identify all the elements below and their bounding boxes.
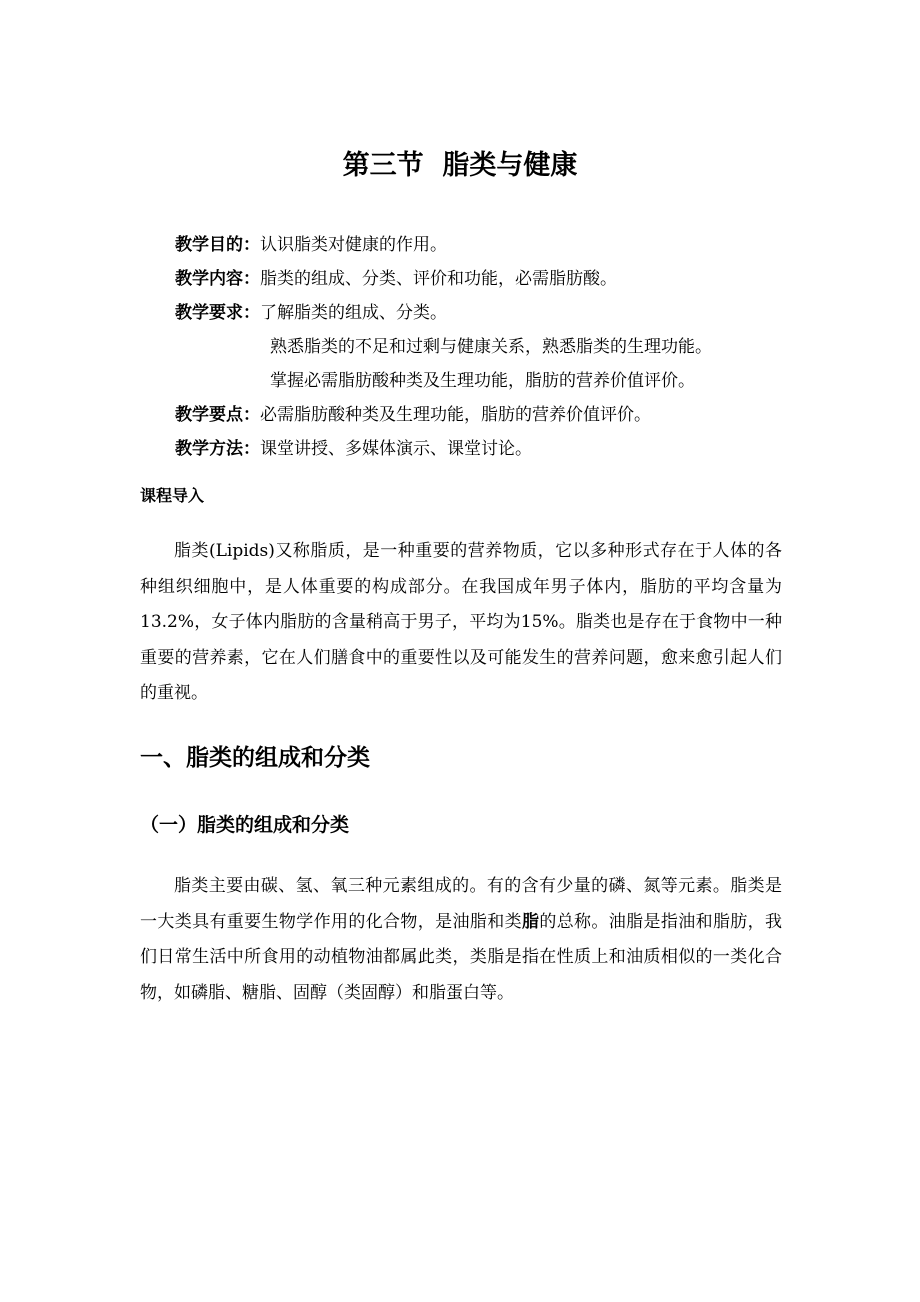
info-text-content: 脂类的组成、分类、评价和功能，必需脂肪酸。 [260, 269, 617, 289]
page-title: 第三节 脂类与健康 [342, 150, 578, 181]
info-text-key-points: 必需脂肪酸种类及生理功能，脂肪的营养价值评价。 [260, 405, 651, 425]
info-text-requirements: 了解脂类的组成、分类。 [260, 303, 447, 323]
intro-heading: 课程导入 [140, 486, 205, 505]
info-row-requirements-3 [175, 364, 875, 398]
body-paragraph [140, 869, 782, 1011]
body-paragraph-part-1: 脂类主要由碳、氢、氧三种元素组成的。有的含有少量的磷、氮等元素。脂类是一大类具有重要生物学作用的化合物，是油脂和类 [140, 876, 782, 932]
info-row-requirements [175, 296, 875, 330]
info-row-purpose [175, 228, 875, 262]
info-label-purpose: 教学目的： [175, 235, 260, 255]
info-text-methods: 课堂讲授、多媒体演示、课堂讨论。 [260, 439, 532, 459]
info-row-key-points [175, 398, 875, 432]
info-text-requirements-2: 熟悉脂类的不足和过剩与健康关系，熟悉脂类的生理功能。 [270, 337, 712, 357]
info-row-methods [175, 432, 875, 466]
section-heading: 一、脂类的组成和分类 [140, 745, 370, 771]
info-text-purpose: 认识脂类对健康的作用。 [260, 235, 447, 255]
info-label-requirements: 教学要求： [175, 303, 260, 323]
body-paragraph-bold-char: 脂 [521, 911, 540, 932]
body-paragraph-part-2: 的总称。油脂是指油和脂肪，我们日常生活中所食用的动植物油都属此类，类脂是指在性质上和油质相似的一类化合物，如磷脂、糖脂、固醇（类固醇）和脂蛋白等。 [140, 911, 783, 1003]
subsection-heading: （一）脂类的组成和分类 [140, 814, 350, 836]
info-label-key-points: 教学要点： [175, 405, 260, 425]
info-label-content: 教学内容： [175, 269, 260, 289]
info-label-methods: 教学方法： [175, 439, 260, 459]
intro-paragraph: 脂类(Lipids)又称脂质，是一种重要的营养物质，它以多种形式存在于人体的各种组织细胞中，是人体重要的构成部分。在我国成年男子体内，脂肪的平均含量为13.2%，女子体内脂肪的含量稍高于男子，平均为15%。脂类也是存在于食物中一种重要的营养素，它在人们膳食中的重要性以及可能发生的营养问题，愈来愈引起人们的重视。 [140, 541, 782, 703]
info-text-requirements-3: 掌握必需脂肪酸种类及生理功能，脂肪的营养价值评价。 [270, 371, 695, 391]
info-row-content [175, 262, 875, 296]
info-row-requirements-2 [175, 330, 875, 364]
teaching-info-block [175, 228, 875, 466]
